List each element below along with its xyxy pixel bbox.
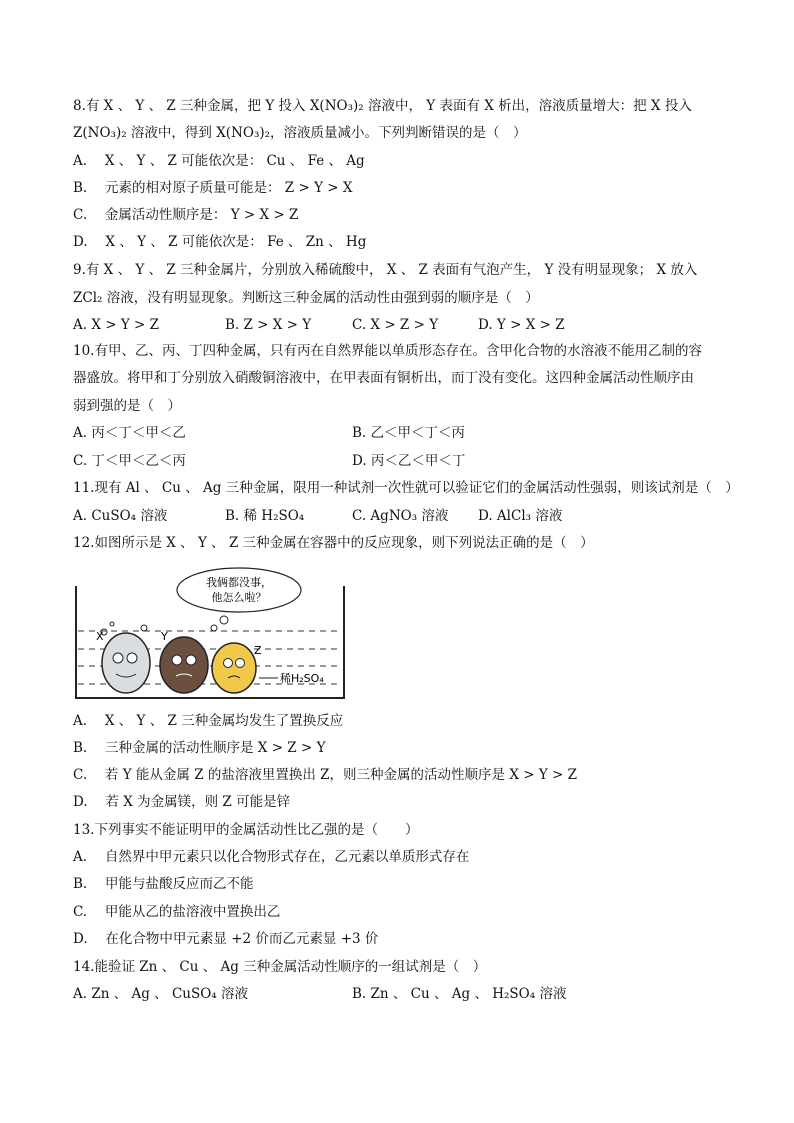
q10-option-b: B. 乙＜甲＜丁＜丙: [352, 425, 466, 441]
q10-stem-line1: 10.有甲、乙、丙、丁四种金属，只有丙在自然界能以单质形态存在。含甲化合物的水溶液不能用乙制的容: [73, 343, 702, 359]
q10-option-a: A. 丙＜丁＜甲＜乙: [73, 425, 186, 441]
q11-stem-line1: 11.现有 Al 、 Cu 、 Ag 三种金属，限用一种试剂一次性就可以验证它们的金属活动性强弱，则该试剂是（ ）: [73, 480, 739, 496]
q13-option-d: D. 在化合物中甲元素显 +2 价而乙元素显 +3 价: [73, 931, 379, 947]
q9-option-d: D. Y > X > Z: [478, 317, 565, 333]
acid-label: 稀H₂SO₄: [280, 672, 324, 685]
q9-option-c: C. X > Z > Y: [352, 317, 439, 333]
q12-option-d: D. 若 X 为金属镁，则 Z 可能是锌: [73, 794, 291, 810]
q12-option-b: B. 三种金属的活动性顺序是 X > Z > Y: [73, 740, 326, 756]
q10-stem-line3: 弱到强的是（ ）: [73, 398, 181, 414]
metal-y-figure: [160, 637, 208, 693]
q11-option-d: D. AlCl₃ 溶液: [478, 508, 563, 524]
label-x: X: [96, 630, 104, 643]
q13-stem-line1: 13.下列事实不能证明甲的金属活动性比乙强的是（ ）: [73, 822, 419, 838]
q9-option-b: B. Z > X > Y: [225, 317, 312, 333]
thought-bubble: [177, 568, 301, 612]
q8-option-a: A. X 、 Y 、 Z 可能依次是： Cu 、 Fe 、 Ag: [73, 153, 365, 169]
q10-option-c: C. 丁＜甲＜乙＜丙: [73, 453, 186, 469]
q12-option-c: C. 若 Y 能从金属 Z 的盐溶液里置换出 Z，则三种金属的活动性顺序是 X > Y > Z: [73, 767, 578, 783]
q8-stem-line2: Z(NO₃)₂ 溶液中，得到 X(NO₃)₂，溶液质量减小。下列判断错误的是（ ）: [73, 125, 527, 141]
metal-x-figure: [102, 633, 150, 693]
q8-stem-line1: 8.有 X 、 Y 、 Z 三种金属，把 Y 投入 X(NO₃)₂ 溶液中， Y 表面有 X 析出，溶液质量增大：把 X 投入: [73, 98, 692, 114]
q13-option-b: B. 甲能与盐酸反应而乙不能: [73, 876, 254, 892]
q11-option-a: A. CuSO₄ 溶液: [73, 508, 168, 524]
q10-stem-line2: 器盛放。将甲和丁分别放入硝酸铜溶液中，在甲表面有铜析出，而丁没有变化。这四种金属活动性顺序由: [73, 370, 694, 386]
q12-option-a: A. X 、 Y 、 Z 三种金属均发生了置换反应: [73, 713, 344, 729]
bubble-line2: 他怎么啦？: [211, 591, 267, 604]
label-y: Y: [161, 630, 168, 643]
q8-option-d: D. X 、 Y 、 Z 可能依次是： Fe 、 Zn 、 Hg: [73, 234, 367, 250]
metal-z-figure: [212, 643, 256, 693]
q9-stem-line2: ZCl₂ 溶液，没有明显现象。判断这三种金属的活动性由强到弱的顺序是（ ）: [73, 290, 539, 306]
q10-option-d: D. 丙＜乙＜甲＜丁: [352, 453, 466, 469]
q14-stem-line1: 14.能验证 Zn 、 Cu 、 Ag 三种金属活动性顺序的一组试剂是（ ）: [73, 959, 487, 975]
q14-option-a: A. Zn 、 Ag 、 CuSO₄ 溶液: [73, 986, 249, 1002]
q9-option-a: A. X > Y > Z: [73, 317, 160, 333]
q12-stem-line1: 12.如图所示是 X 、 Y 、 Z 三种金属在容器中的反应现象，则下列说法正确的是（ ）: [73, 535, 594, 551]
q11-option-b: B. 稀 H₂SO₄: [225, 508, 305, 524]
q8-option-b: B. 元素的相对原子质量可能是： Z > Y > X: [73, 180, 353, 196]
q13-option-a: A. 自然界中甲元素只以化合物形式存在，乙元素以单质形式存在: [73, 849, 470, 865]
label-z: Z: [254, 644, 262, 657]
q9-stem-line1: 9.有 X 、 Y 、 Z 三种金属片，分别放入稀硫酸中， X 、 Z 表面有气泡产生， Y 没有明显现象； X 放入: [73, 262, 698, 278]
q12-figure: [74, 566, 374, 706]
q14-option-b: B. Zn 、 Cu 、 Ag 、 H₂SO₄ 溶液: [352, 986, 567, 1002]
q13-option-c: C. 甲能从乙的盐溶液中置换出乙: [73, 904, 281, 920]
bubble-line1: 我俩都没事，: [206, 576, 272, 589]
q11-option-c: C. AgNO₃ 溶液: [352, 508, 449, 524]
q8-option-c: C. 金属活动性顺序是： Y > X > Z: [73, 207, 299, 223]
